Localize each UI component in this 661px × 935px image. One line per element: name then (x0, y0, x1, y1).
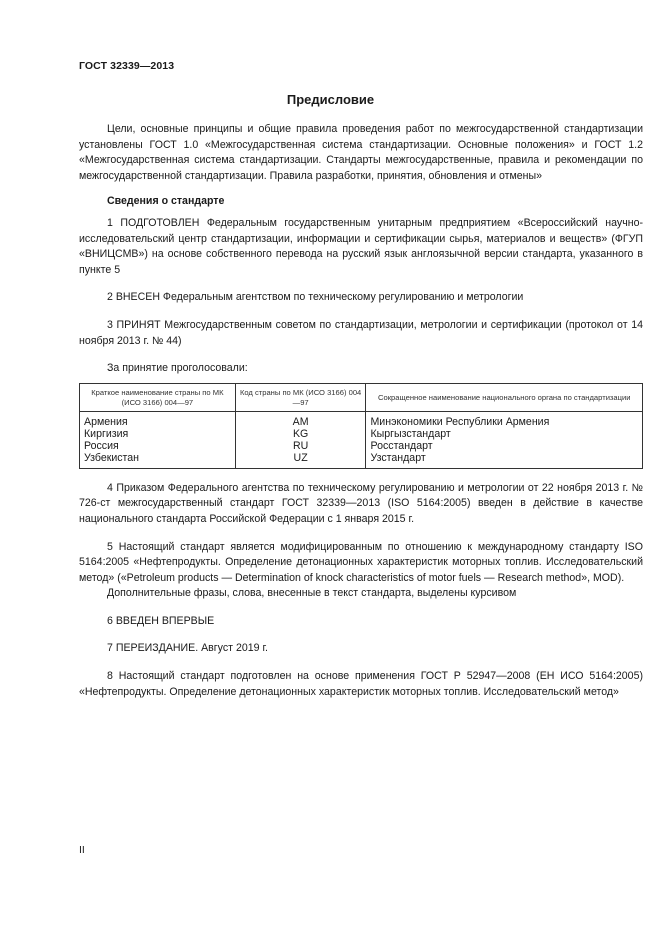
item-5: 5 Настоящий стандарт является модифицированным по отношению к международному стандарту ISO 5164:2005 «Нефтепродукты. Определение детонационных характеристик моторных топлив. Исследовательский метод» («Petroleum products — Determination of knock characteristics of motor fuels — Research method», MOD). (79, 540, 643, 584)
header-country: Краткое наименование страны по МК (ИСО 3166) 004—97 (80, 383, 236, 411)
table-row (80, 452, 643, 469)
item-2: 2 ВНЕСЕН Федеральным агентством по техническому регулированию и метрологии (107, 291, 524, 304)
cell-country: Россия (80, 440, 236, 452)
item-3: 3 ПРИНЯТ Межгосударственным советом по стандартизации, метрологии и сертификации (протокол от 14 ноября 2013 г. № 44) (79, 318, 643, 347)
table-row (80, 428, 643, 440)
page-number: II (79, 844, 85, 856)
cell-code: RU (235, 440, 366, 452)
cell-country: Армения (80, 411, 236, 428)
table-row (80, 440, 643, 452)
main-content (79, 122, 643, 700)
cell-body: Узстандарт (366, 452, 643, 469)
cell-code: AM (235, 411, 366, 428)
item-5-note: Дополнительные фразы, слова, внесенные в текст стандарта, выделены курсивом (107, 587, 517, 600)
item-6: 6 ВВЕДЕН ВПЕРВЫЕ (107, 614, 215, 627)
cell-code: UZ (235, 452, 366, 469)
document-id: ГОСТ 32339—2013 (79, 60, 175, 72)
header-code: Код страны по МК (ИСО 3166) 004—97 (235, 383, 366, 411)
header-body: Сокращенное наименование национального органа по стандартизации (366, 383, 643, 411)
cell-body: Кыргызстандарт (366, 428, 643, 440)
section-subtitle: Сведения о стандарте (107, 195, 225, 208)
cell-body: Минэкономики Республики Армения (366, 411, 643, 428)
item-7: 7 ПЕРЕИЗДАНИЕ. Август 2019 г. (107, 642, 268, 655)
cell-country: Узбекистан (80, 452, 236, 469)
item-8: 8 Настоящий стандарт подготовлен на основе применения ГОСТ Р 52947—2008 (ЕН ИСО 5164:2005) «Нефтепродукты. Определение детонационных характеристик моторных топлив. Исследовательский метод» (79, 670, 643, 698)
table-header-row (80, 383, 643, 411)
table-row (80, 411, 643, 428)
cell-body: Росстандарт (366, 440, 643, 452)
cell-country: Киргизия (80, 428, 236, 440)
vote-label: За принятие проголосовали: (107, 362, 248, 375)
page-title: Предисловие (286, 92, 375, 107)
item-1: 1 ПОДГОТОВЛЕН Федеральным государственным унитарным предприятием «Всероссийский научно-исследовательский центр стандартизации, информации и сертификации сырья, материалов и веществ» (ФГУП «ВНИЦСМВ») на основе собственного перевода на русский язык англоязычной версии стандарта, указанного в пункте 5 (79, 216, 643, 276)
cell-code: KG (235, 428, 366, 440)
intro-paragraph: Цели, основные принципы и общие правила проведения работ по межгосударственной стандартизации установлены ГОСТ 1.0 «Межгосударственная система стандартизации. Основные положения» и ГОСТ 1.2 «Межгосударственная система стандартизации. Стандарты межгосударственные, правила и рекомендации по межгосударственной стандартизации. Правила разработки, принятия, обновления и отмены» (79, 123, 643, 182)
item-4: 4 Приказом Федерального агентства по техническому регулированию и метрологии от 22 ноября 2013 г. № 726-ст межгосударственный стандарт ГОСТ 32339—2013 (ISO 5164:2005) введен в действие в качестве национального стандарта Российской Федерации с 1 января 2015 г. (79, 481, 643, 525)
voting-table (79, 383, 643, 469)
